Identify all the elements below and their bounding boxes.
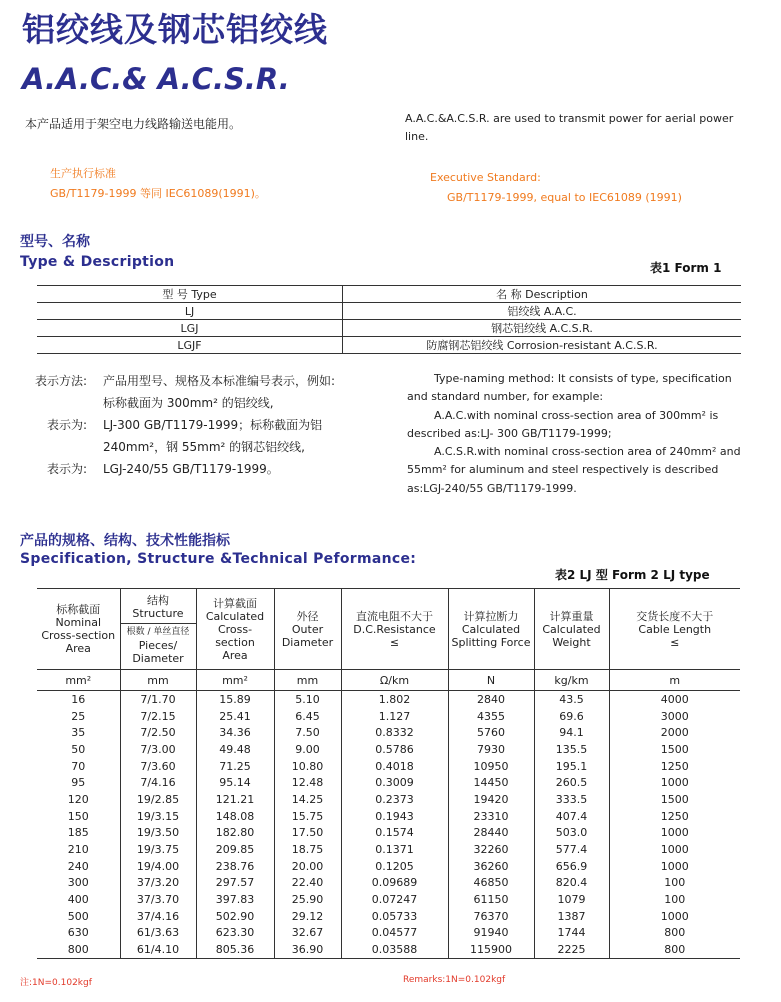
naming-en-paragraph: Type-naming method: It consists of type, specification and standard number, for example: — [407, 372, 732, 404]
table-cell: 50 — [37, 741, 120, 758]
table-cell: 115900 — [448, 941, 534, 958]
table-cell: LJ — [37, 303, 343, 320]
unit-cell: N — [448, 670, 534, 691]
table-cell: 150 — [37, 808, 120, 825]
table-cell: 19/2.85 — [120, 791, 196, 808]
table-cell: 6.45 — [274, 708, 341, 725]
section2-title-en: Specification, Structure &Technical Peformance: — [20, 551, 417, 567]
table-cell: 15.75 — [274, 808, 341, 825]
table-cell: 209.85 — [196, 841, 274, 858]
table-cell: 43.5 — [534, 691, 609, 708]
unit-cell: Ω/km — [341, 670, 448, 691]
table-cell: 100 — [609, 875, 740, 892]
table-cell: 10950 — [448, 758, 534, 775]
table-cell: 36260 — [448, 858, 534, 875]
table-row — [37, 841, 740, 858]
table-row — [37, 891, 740, 908]
standard-cn-label: 生产执行标准 — [50, 167, 116, 180]
table-cell: 19420 — [448, 791, 534, 808]
table-cell: 2000 — [609, 724, 740, 741]
table-cell: 1387 — [534, 908, 609, 925]
table-cell: 25.41 — [196, 708, 274, 725]
table-cell: 577.4 — [534, 841, 609, 858]
section1-title-en: Type & Description — [20, 254, 175, 270]
naming-method-en — [407, 370, 755, 498]
table-cell: 182.80 — [196, 825, 274, 842]
table-row — [37, 320, 741, 337]
table-cell: 18.75 — [274, 841, 341, 858]
table-cell: 400 — [37, 891, 120, 908]
section1-title-cn: 型号、名称 — [20, 234, 90, 250]
spec-header-row — [37, 589, 740, 670]
table-cell: 32260 — [448, 841, 534, 858]
table-cell: 195.1 — [534, 758, 609, 775]
naming-text: 产品用型号、规格及本标准编号表示，例如: — [103, 374, 336, 388]
header-outer-diameter: 外径 Outer Diameter — [274, 589, 341, 670]
table-cell: 1000 — [609, 858, 740, 875]
table-cell: 37/3.70 — [120, 891, 196, 908]
naming-en-paragraph: A.A.C.with nominal cross-section area of 300mm² is described as:LJ- 300 GB/T1179-1999; — [407, 408, 719, 440]
table-cell: 0.1205 — [341, 858, 448, 875]
table-cell: 3000 — [609, 708, 740, 725]
table-cell: 14.25 — [274, 791, 341, 808]
table-cell: 333.5 — [534, 791, 609, 808]
unit-cell: mm — [274, 670, 341, 691]
table-row — [37, 741, 740, 758]
table-cell: 0.04577 — [341, 925, 448, 942]
intro-text-cn: 本产品适用于架空电力线路输送电能用。 — [25, 117, 242, 131]
table-cell: 2840 — [448, 691, 534, 708]
table-cell: 37/3.20 — [120, 875, 196, 892]
table-cell: 1000 — [609, 841, 740, 858]
standard-en — [430, 168, 682, 208]
remark-en: Remarks:1N=0.102kgf — [403, 975, 506, 985]
naming-label: 表示为: — [47, 418, 88, 432]
page-title-en: A.A.C.& A.C.S.R. — [22, 62, 290, 96]
remark-cn: 注:1N=0.102kgf — [20, 978, 92, 988]
table-cell: 19/3.15 — [120, 808, 196, 825]
table-cell: LGJF — [37, 337, 343, 354]
table-row — [37, 875, 740, 892]
table-cell: 7/4.16 — [120, 774, 196, 791]
table-cell: 37/4.16 — [120, 908, 196, 925]
table-cell: 135.5 — [534, 741, 609, 758]
table-cell: 7930 — [448, 741, 534, 758]
naming-method-cn — [35, 370, 408, 480]
table-cell: 29.12 — [274, 908, 341, 925]
table-row — [37, 337, 741, 354]
naming-text: LJ-300 GB/T1179-1999；标称截面为铝 — [103, 418, 323, 432]
table-cell: 22.40 — [274, 875, 341, 892]
table-header-row — [37, 286, 741, 303]
unit-cell: mm² — [37, 670, 120, 691]
section2-title-cn: 产品的规格、结构、技术性能指标 — [20, 533, 230, 549]
table-cell: 1500 — [609, 791, 740, 808]
standard-en-value: GB/T1179-1999, equal to IEC61089 (1991) — [447, 191, 682, 204]
form1-label: 表1 Form 1 — [650, 261, 722, 275]
table-cell: 防腐钢芯铝绞线 Corrosion-resistant A.C.S.R. — [343, 337, 742, 354]
table-cell: 800 — [609, 941, 740, 958]
standard-en-label: Executive Standard: — [430, 171, 541, 184]
table-cell: 0.1574 — [341, 825, 448, 842]
table-cell: 12.48 — [274, 774, 341, 791]
table-cell: 0.05733 — [341, 908, 448, 925]
table-row — [37, 941, 740, 958]
table-cell: 656.9 — [534, 858, 609, 875]
table-cell: 1.127 — [341, 708, 448, 725]
table-cell: 19/4.00 — [120, 858, 196, 875]
table-cell: 61/4.10 — [120, 941, 196, 958]
table-cell: 94.1 — [534, 724, 609, 741]
units-row — [37, 670, 740, 691]
spec-table-body — [37, 691, 740, 959]
naming-text: LGJ-240/55 GB/T1179-1999。 — [103, 462, 279, 476]
table-cell: 23310 — [448, 808, 534, 825]
table-cell: 121.21 — [196, 791, 274, 808]
table-cell: 1500 — [609, 741, 740, 758]
table-cell: 91940 — [448, 925, 534, 942]
table-cell: 5760 — [448, 724, 534, 741]
table-cell: 100 — [609, 891, 740, 908]
table-cell: 34.36 — [196, 724, 274, 741]
table-cell: 49.48 — [196, 741, 274, 758]
table-cell: 500 — [37, 908, 120, 925]
table-cell: 7/2.50 — [120, 724, 196, 741]
table-cell: 397.83 — [196, 891, 274, 908]
table-cell: 238.76 — [196, 858, 274, 875]
table-cell: 0.1943 — [341, 808, 448, 825]
table-cell: 0.1371 — [341, 841, 448, 858]
table-row — [37, 708, 740, 725]
table-cell: 7/2.15 — [120, 708, 196, 725]
naming-label: 表示方法: — [35, 374, 88, 388]
table-row — [37, 808, 740, 825]
table-cell: 19/3.75 — [120, 841, 196, 858]
table-cell: 0.5786 — [341, 741, 448, 758]
table-cell: 69.6 — [534, 708, 609, 725]
form2-label: 表2 LJ 型 Form 2 LJ type — [555, 568, 710, 582]
table-cell: LGJ — [37, 320, 343, 337]
naming-label: 表示为: — [47, 462, 88, 476]
table-cell: 19/3.50 — [120, 825, 196, 842]
standard-cn-value: GB/T1179-1999 等同 IEC61089(1991)。 — [50, 187, 266, 200]
table-cell: 1079 — [534, 891, 609, 908]
table-cell: 407.4 — [534, 808, 609, 825]
table-cell: 14450 — [448, 774, 534, 791]
unit-cell: m — [609, 670, 740, 691]
table-row — [37, 791, 740, 808]
table-cell: 0.3009 — [341, 774, 448, 791]
table-cell: 1000 — [609, 908, 740, 925]
table-cell: 16 — [37, 691, 120, 708]
naming-en-paragraph: A.C.S.R.with nominal cross-section area of 240mm² and 55mm² for aluminum and steel respectively is described as:LGJ-240/55 GB/T1179-1999. — [407, 445, 741, 495]
table-cell: 95 — [37, 774, 120, 791]
table-cell: 503.0 — [534, 825, 609, 842]
table-cell: 7.50 — [274, 724, 341, 741]
table-cell: 0.03588 — [341, 941, 448, 958]
table-cell: 185 — [37, 825, 120, 842]
table-cell: 32.67 — [274, 925, 341, 942]
table-header-type: 型 号 Type — [37, 286, 343, 303]
table-cell: 36.90 — [274, 941, 341, 958]
table-cell: 35 — [37, 724, 120, 741]
table-cell: 0.07247 — [341, 891, 448, 908]
table-cell: 9.00 — [274, 741, 341, 758]
table-cell: 120 — [37, 791, 120, 808]
table-cell: 70 — [37, 758, 120, 775]
table-cell: 805.36 — [196, 941, 274, 958]
unit-cell: mm² — [196, 670, 274, 691]
table-row — [37, 908, 740, 925]
table-row — [37, 691, 740, 708]
table-cell: 95.14 — [196, 774, 274, 791]
table-cell: 铝绞线 A.A.C. — [343, 303, 742, 320]
table-cell: 17.50 — [274, 825, 341, 842]
table-cell: 0.4018 — [341, 758, 448, 775]
table-cell: 820.4 — [534, 875, 609, 892]
table-cell: 5.10 — [274, 691, 341, 708]
table-cell: 7/3.00 — [120, 741, 196, 758]
unit-cell: kg/km — [534, 670, 609, 691]
table-cell: 46850 — [448, 875, 534, 892]
table-cell: 7/1.70 — [120, 691, 196, 708]
table-cell: 2225 — [534, 941, 609, 958]
table-cell: 800 — [609, 925, 740, 942]
table-cell: 10.80 — [274, 758, 341, 775]
table-cell: 71.25 — [196, 758, 274, 775]
table-row — [37, 758, 740, 775]
table-cell: 钢芯铝绞线 A.C.S.R. — [343, 320, 742, 337]
table-cell: 297.57 — [196, 875, 274, 892]
table-row — [37, 724, 740, 741]
naming-text: 240mm²，钢 55mm² 的钢芯铝绞线, — [103, 440, 305, 454]
header-calculated-area: 计算截面 Calculated Cross- section Area — [196, 589, 274, 670]
table-row — [37, 825, 740, 842]
spec-table — [37, 588, 740, 959]
table-cell: 502.90 — [196, 908, 274, 925]
header-dc-resistance: 直流电阻不大于 D.C.Resistance ≤ — [341, 589, 448, 670]
table-cell: 1250 — [609, 758, 740, 775]
table-row — [37, 303, 741, 320]
header-structure: 结构 Structure 根数 / 单丝直径 Pieces/ Diameter — [120, 589, 196, 670]
table-cell: 148.08 — [196, 808, 274, 825]
table-cell: 1000 — [609, 774, 740, 791]
header-weight: 计算重量 Calculated Weight — [534, 589, 609, 670]
table-cell: 1250 — [609, 808, 740, 825]
header-cable-length: 交货长度不大于 Cable Length ≤ — [609, 589, 740, 670]
table-cell: 630 — [37, 925, 120, 942]
table-cell: 260.5 — [534, 774, 609, 791]
standard-cn — [50, 164, 266, 204]
page-title-cn: 铝绞线及钢芯铝绞线 — [22, 10, 328, 49]
table-cell: 7/3.60 — [120, 758, 196, 775]
type-description-table — [37, 285, 741, 354]
table-cell: 800 — [37, 941, 120, 958]
table-cell: 15.89 — [196, 691, 274, 708]
intro-text-en: A.A.C.&A.C.S.R. are used to transmit power for aerial power line. — [405, 112, 734, 143]
table-cell: 0.09689 — [341, 875, 448, 892]
table-cell: 4355 — [448, 708, 534, 725]
table-row — [37, 925, 740, 942]
header-nominal-area: 标称截面 Nominal Cross-section Area — [37, 589, 120, 670]
table-cell: 240 — [37, 858, 120, 875]
table-cell: 61150 — [448, 891, 534, 908]
table-cell: 1000 — [609, 825, 740, 842]
table-cell: 20.00 — [274, 858, 341, 875]
table-header-description: 名 称 Description — [343, 286, 742, 303]
table-row — [37, 774, 740, 791]
table-cell: 1744 — [534, 925, 609, 942]
table-cell: 25.90 — [274, 891, 341, 908]
table-cell: 210 — [37, 841, 120, 858]
header-splitting-force: 计算拉断力 Calculated Splitting Force — [448, 589, 534, 670]
naming-text: 标称截面为 300mm² 的铝绞线, — [103, 396, 274, 410]
table-cell: 623.30 — [196, 925, 274, 942]
table-cell: 76370 — [448, 908, 534, 925]
table-cell: 300 — [37, 875, 120, 892]
table-cell: 0.2373 — [341, 791, 448, 808]
table-row — [37, 858, 740, 875]
table-cell: 0.8332 — [341, 724, 448, 741]
table-cell: 25 — [37, 708, 120, 725]
table-cell: 1.802 — [341, 691, 448, 708]
table-cell: 4000 — [609, 691, 740, 708]
table-cell: 61/3.63 — [120, 925, 196, 942]
table-cell: 28440 — [448, 825, 534, 842]
unit-cell: mm — [120, 670, 196, 691]
